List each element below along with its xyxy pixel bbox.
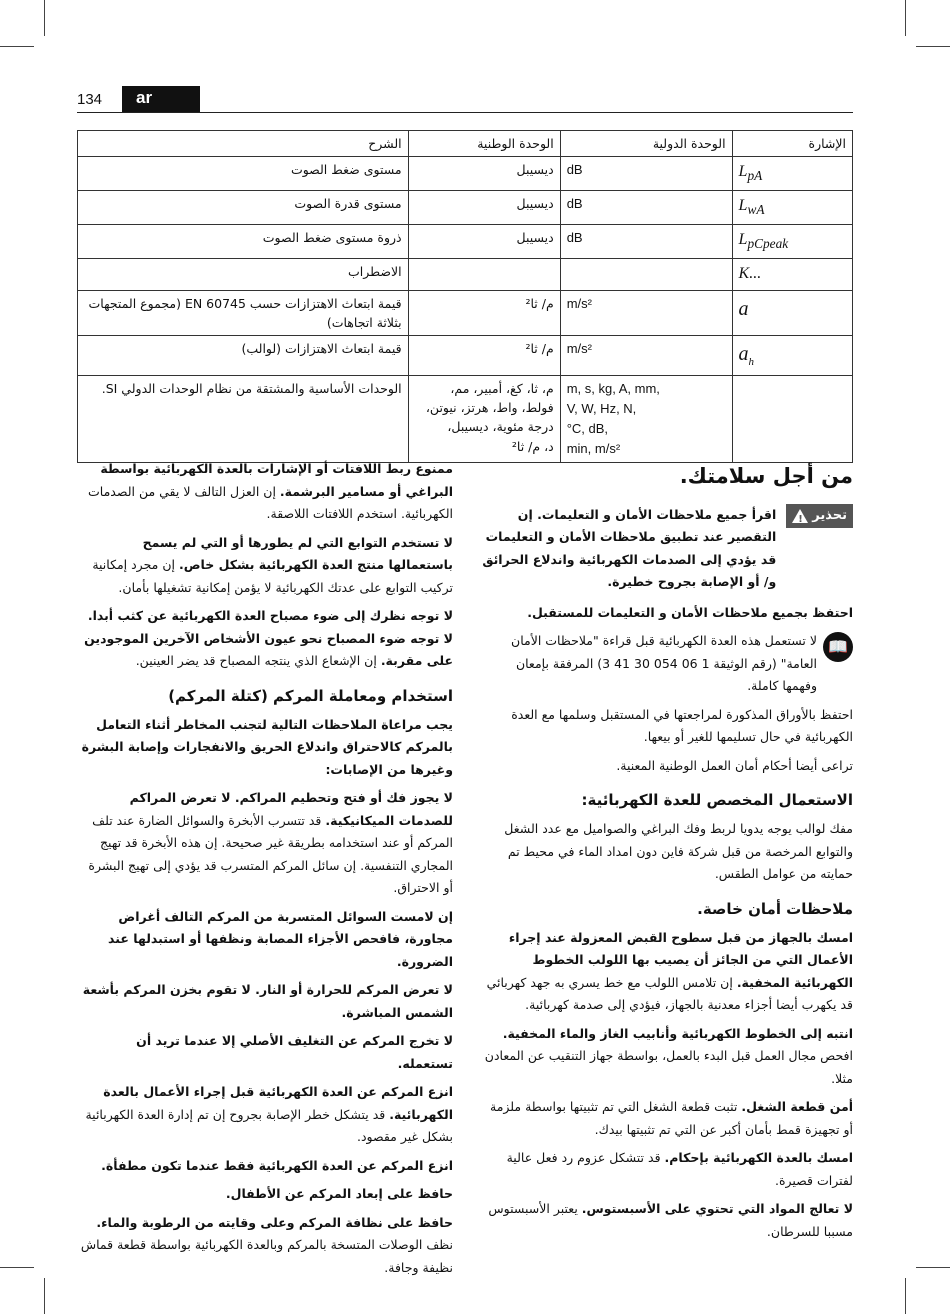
paragraph xyxy=(478,1023,853,1091)
paragraph-body: قد تتشكل عزوم رد فعل عالية لفترات قصيرة. xyxy=(506,1150,853,1188)
paragraph-lead: امسك بالعدة الكهربائية بإحكام. xyxy=(664,1150,853,1166)
symbol-cell: $L_{pCpeak}$ xyxy=(732,225,852,259)
crop-mark xyxy=(916,46,950,47)
paragraph-body: إن مجرد إمكانية تركيب التوابع على عدتك الكهربائية لا يؤمن إمكانية تشغيلها بأمان. xyxy=(92,557,453,595)
paragraph-lead: انزع المركم عن العدة الكهربائية قبل إجراء الأعمال بالعدة الكهربائية. xyxy=(103,1084,453,1122)
language-tag: ar xyxy=(122,86,200,112)
paragraph-body: نظف الوصلات المتسخة بالمركم وبالعدة الكهربائية بواسطة قطعة قماش نظيفة وجافة. xyxy=(80,1237,453,1275)
paragraph xyxy=(478,1198,853,1243)
crop-mark xyxy=(905,0,906,36)
battery-heading: استخدام ومعاملة المركم (كتلة المركم) xyxy=(168,686,453,705)
warning-block xyxy=(478,504,853,594)
paragraph-body: تثبت قطعة الشغل التي تم تثبيتها بواسطة ملزمة أو تجهيزة قمط بأمان أكبر عن التي تم تثبيتها بيدك. xyxy=(490,1099,853,1137)
paragraph: انزع المركم عن العدة الكهربائية فقط عندما تكون مطفأة. xyxy=(101,1157,453,1173)
header-rule xyxy=(77,112,853,113)
header-international-unit: الوحدة الدولية xyxy=(560,131,732,157)
symbol-cell: $L_{wA}$ xyxy=(732,191,852,225)
paragraph: يجب مراعاة الملاحظات التالية لتجنب المخاطر أثناء التعامل بالمركم كالاحتراق واندلاع الحريق والانفجارات وإصابة البشرة وغيرها من الإصابات: xyxy=(81,716,453,777)
explanation-cell: الوحدات الأساسية والمشتقة من نظام الوحدات الدولي SI. xyxy=(78,375,409,463)
international-unit-cell: m, s, kg, A, mm, V, W, Hz, N, °C, dB, min, m/s² xyxy=(560,375,732,463)
table-row xyxy=(78,157,853,191)
table-row xyxy=(78,336,853,375)
paragraph xyxy=(77,532,453,600)
paragraph xyxy=(478,1147,853,1192)
explanation-cell: مستوى ضغط الصوت xyxy=(78,157,409,191)
national-rules-text: تراعى أيضا أحكام أمان العمل الوطنية المعنية. xyxy=(616,757,853,773)
national-unit-cell: ديسيبل xyxy=(408,157,560,191)
page-number: 134 xyxy=(77,91,103,108)
national-unit-cell xyxy=(408,258,560,290)
international-unit-cell: dB xyxy=(560,225,732,259)
paragraph xyxy=(77,1081,453,1149)
crop-mark xyxy=(905,1278,906,1314)
read-instructions-block xyxy=(478,630,853,704)
warning-badge xyxy=(786,504,853,528)
paragraph xyxy=(77,787,453,900)
paragraph-lead: لا يجوز فك أو فتح وتحطيم المراكم. لا تعرض المراكم للصدمات الميكانيكية. xyxy=(129,790,453,828)
warning-label: تحذير xyxy=(812,508,847,524)
keep-notes-heading: احتفظ بجميع ملاحظات الأمان و التعليمات للمستقبل. xyxy=(527,604,853,620)
national-unit-cell: ديسيبل xyxy=(408,225,560,259)
table-row xyxy=(78,290,853,336)
special-notes-heading: ملاحظات أمان خاصة. xyxy=(697,899,853,918)
page-header xyxy=(77,86,853,112)
paragraph-body: إن تلامس اللولب مع خط يسري به جهد كهربائي قد يكهرب أيضا أجزاء معدنية بالجهاز، فيؤدي إلى صدمة كهربائية. xyxy=(486,974,853,1013)
header-explanation: الشرح xyxy=(78,131,409,157)
paragraph-lead: امسك بالجهاز من قبل سطوح القبض المعزولة عند إجراء الأعمال التي من الجائز أن يصيب بها اللولب الخطوط الكهربائية المخفية. xyxy=(508,929,853,990)
explanation-cell: الاضطراب xyxy=(78,258,409,290)
international-unit-cell: dB xyxy=(560,191,732,225)
paragraph-lead: حافظ على نظافة المركم وعلى وقايته من الرطوبة والماء. xyxy=(96,1214,453,1230)
section-title: من أجل سلامتك. xyxy=(679,464,853,488)
paragraph-body: إن الإشعاع الذي ينتجه المصباح قد يضر العينين. xyxy=(135,653,381,668)
right-column xyxy=(478,458,853,1249)
paragraph xyxy=(77,1212,453,1280)
left-column xyxy=(77,458,453,1285)
paragraph-body: قد تتسرب الأبخرة والسوائل الضارة عند تلف المركم أو عند استخدامه بطريقة غير صحيحة. إن هذه الأبخرة قد تهيج المجاري التنفسية. إن سائل المركم المتسرب قد يؤدي إلى تهيج البشرة أو الاحتراق. xyxy=(88,812,453,895)
header-symbol: الإشارة xyxy=(732,131,852,157)
paragraph-lead: لا تستخدم التوابع التي لم يطورها أو التي لم يسمح باستعمالها منتج العدة الكهربائية بشكل خاص. xyxy=(142,534,453,572)
paragraph: إن لامست السوائل المتسربة من المركم التالف أغراض مجاورة، فافحص الأجزاء المصابة ونظفها أو استبدلها عند الضرورة. xyxy=(108,908,453,969)
international-unit-cell: dB xyxy=(560,157,732,191)
paragraph: حافظ على إبعاد المركم عن الأطفال. xyxy=(225,1186,453,1201)
warning-triangle-icon: ! xyxy=(792,509,808,523)
paragraph-lead: أمن قطعة الشغل. xyxy=(741,1099,853,1115)
national-unit-cell: م/ ثا² xyxy=(408,336,560,375)
keep-docs-text: احتفظ بالأوراق المذكورة لمراجعتها في المستقبل وسلمها مع العدة الكهربائية في حال تسليمها للغير أو بيعها. xyxy=(511,706,853,745)
paragraph-lead: لا تعالج المواد التي تحتوي على الأسبستوس. xyxy=(581,1201,853,1217)
paragraph: لا تعرض المركم للحرارة أو النار. لا تقوم بخزن المركم بأشعة الشمس المباشرة. xyxy=(82,982,453,1020)
symbol-cell: a xyxy=(732,290,852,336)
paragraph-body: افحص مجال العمل قبل البدء بالعمل، بواسطة جهاز التنقيب عن المعادن مثلا. xyxy=(484,1048,853,1086)
crop-mark xyxy=(0,46,34,47)
international-unit-cell: m/s² xyxy=(560,290,732,336)
paragraph-lead: ممنوع ربط اللافتات أو الإشارات بالعدة الكهربائية بواسطة البراغي أو مسامير البرشمة. xyxy=(100,461,453,499)
paragraph-body: يعتبر الأسبستوس مسببا للسرطان. xyxy=(488,1201,853,1239)
paragraph xyxy=(478,927,853,1017)
national-unit-cell: م، ثا، كغ، أمبير، مم، فولط، واط، هرتز، نيوتن، درجة مئوية، ديسيبل، د، م/ ثا² xyxy=(408,375,560,463)
table-row xyxy=(78,191,853,225)
read-manual-icon: 📖 xyxy=(823,632,853,662)
intended-use-heading: الاستعمال المخصص للعدة الكهربائية: xyxy=(581,791,853,810)
table-row xyxy=(78,375,853,463)
explanation-cell: مستوى قدرة الصوت xyxy=(78,191,409,225)
paragraph: لا تخرج المركم عن التغليف الأصلي إلا عندما تريد أن تستعمله. xyxy=(136,1033,453,1071)
read-note: لا تستعمل هذه العدة الكهربائية قبل قراءة "ملاحظات الأمان العامة" (رقم الوثيقة 1 06 054 30 41 3) المرفقة بإمعان وفهمها كاملة. xyxy=(511,633,817,694)
paragraph xyxy=(478,1096,853,1141)
table-row xyxy=(78,258,853,290)
intended-use-text: مفك لوالب يوجه يدويا لربط وفك البراغي والصواميل مع عدد الشغل والتوابع المرخصة من قبل شركة فاين دون امداد الماء في محيط تم حمايته من عوامل الطقس. xyxy=(504,821,853,882)
explanation-cell: قيمة ابتعاث الاهتزازات (لوالب) xyxy=(78,336,409,375)
header-national-unit: الوحدة الوطنية xyxy=(408,131,560,157)
international-unit-cell: m/s² xyxy=(560,336,732,375)
symbol-cell: $a_h$ xyxy=(732,336,852,375)
international-unit-cell xyxy=(560,258,732,290)
explanation-cell: ذروة مستوى ضغط الصوت xyxy=(78,225,409,259)
paragraph xyxy=(77,458,453,526)
national-unit-cell: م/ ثا² xyxy=(408,290,560,336)
symbol-cell xyxy=(732,375,852,463)
paragraph-body: إن العزل التالف لا يقي من الصدمات الكهربائية. استخدم اللافتات اللاصقة. xyxy=(88,483,453,521)
crop-mark xyxy=(0,1267,34,1268)
explanation-cell: قيمة ابتعاث الاهتزازات حسب EN 60745 (مجموع المتجهات بثلاثة اتجاهات) xyxy=(78,290,409,336)
crop-mark xyxy=(44,1278,45,1314)
paragraph-lead: لا توجه نظرك إلى ضوء مصباح العدة الكهربائية عن كثب أبدا. لا توجه ضوء المصباح نحو عيون الأشخاص الآخرين الموجودين على مقربة. xyxy=(84,608,453,668)
symbol-cell: K... xyxy=(732,258,852,290)
warning-text: اقرأ جميع ملاحظات الأمان و التعليمات. إن التقصير عند تطبيق ملاحظات الأمان و التعليمات قد يؤدي إلى الصدمات الكهربائية واندلاع الحرائق و/ أو الإصابة بجروح خطيرة. xyxy=(482,506,777,590)
paragraph-body: قد يتشكل خطر الإصابة بجروح إن تم إدارة العدة الكهربائية بشكل غير مقصود. xyxy=(85,1106,453,1144)
symbol-cell: $L_{pA}$ xyxy=(732,157,852,191)
national-unit-cell: ديسيبل xyxy=(408,191,560,225)
paragraph-lead: انتبه إلى الخطوط الكهربائية وأنابيب الغاز والماء المخفية. xyxy=(502,1025,853,1041)
table-header-row xyxy=(78,131,853,157)
paragraph xyxy=(77,605,453,673)
table-row xyxy=(78,225,853,259)
crop-mark xyxy=(916,1267,950,1268)
crop-mark xyxy=(44,0,45,36)
symbols-table xyxy=(77,130,853,463)
